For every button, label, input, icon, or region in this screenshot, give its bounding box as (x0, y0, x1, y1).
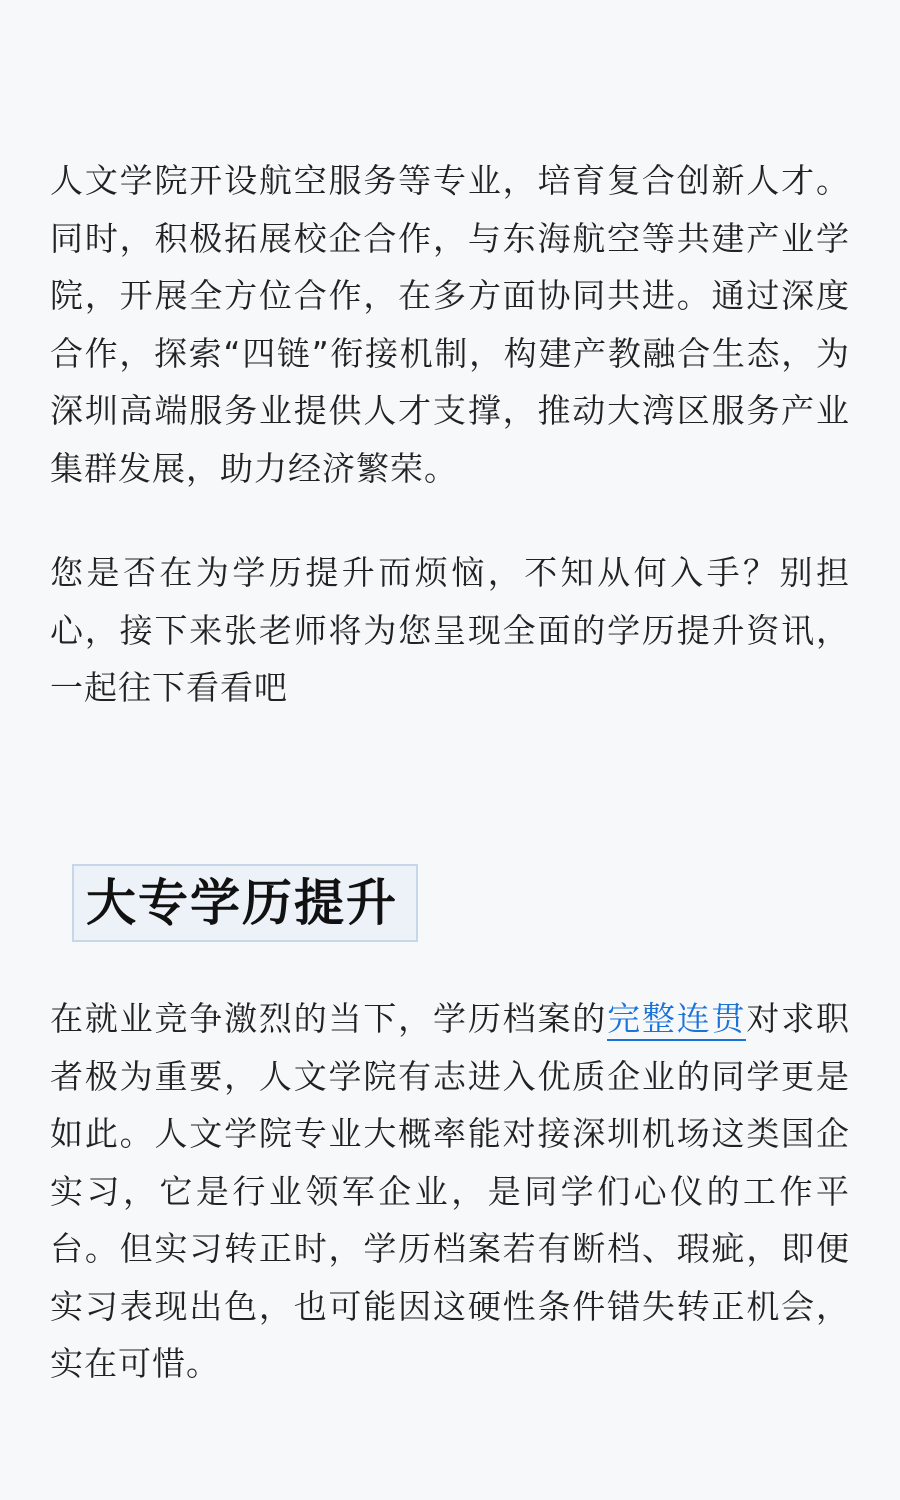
section-paragraph (50, 990, 850, 1393)
intro-paragraph-1: 人文学院开设航空服务等专业，培育复合创新人才。同时，积极拓展校企合作，与东海航空等共建产业学院，开展全方位合作，在多方面协同共进。通过深度合作，探索“四链”衔接机制，构建产教融合生态，为深圳高端服务业提供人才支撑，推动大湾区服务产业集群发展，助力经济繁荣。 (50, 161, 850, 488)
section-paragraph-text-before-link: 在就业竞争激烈的当下，学历档案的 (50, 999, 608, 1038)
section-paragraph-text-after-link: 对求职者极为重要，人文学院有志进入优质企业的同学更是如此。人文学院专业大概率能对接深圳机场这类国企实习，它是行业领军企业，是同学们心仪的工作平台。但实习转正时，学历档案若有断档、瑕疵，即便实习表现出色，也可能因这硬性条件错失转正机会，实在可惜。 (50, 999, 851, 1383)
intro-paragraph-2: 您是否在为学历提升而烦恼，不知从何入手？别担心，接下来张老师将为您呈现全面的学历提升资讯，一起往下看看吧 (50, 553, 850, 707)
keyword-link[interactable]: 完整连贯 (607, 999, 746, 1041)
section-heading-box (72, 864, 418, 942)
section-title: 大专学历提升 (86, 874, 398, 932)
